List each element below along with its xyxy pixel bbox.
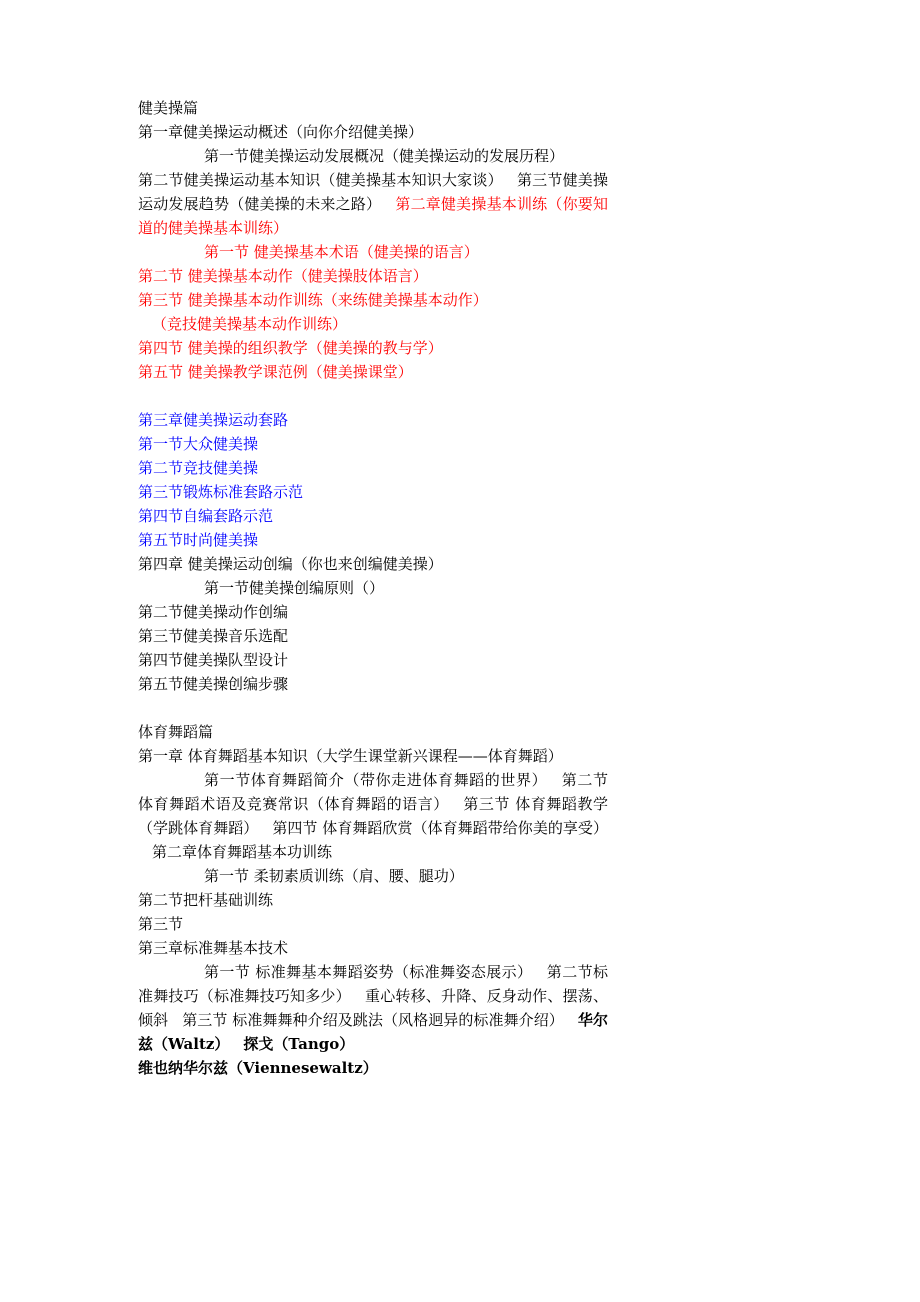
aerobics-ch2-heading: 第二章健美操基本训练（你要知道的健美操基本训练） <box>138 195 608 237</box>
dance-ch1-s3: 第三节 体育舞蹈教学（学跳体育舞蹈） <box>138 795 608 837</box>
dance-ch3-s2: 第二节标准舞技巧（标准舞技巧知多少） <box>138 963 608 1005</box>
aerobics-ch1-s3: 第三节健美操运动发展趋势（健美操的未来之路） <box>138 171 608 213</box>
aerobics-ch3-s5: 第五节时尚健美操 <box>138 531 259 549</box>
aerobics-ch4-s2: 第二节健美操动作创编 <box>138 603 289 621</box>
blank-line <box>138 696 608 720</box>
dance-ch3-s1: 第一节 标准舞基本舞蹈姿势（标准舞姿态展示） <box>204 963 533 981</box>
dance-ch1-paragraph <box>138 768 608 864</box>
aerobics-ch2-s1: 第一节 健美操基本术语（健美操的语言） <box>204 243 479 261</box>
aerobics-ch4-s4: 第四节健美操队型设计 <box>138 651 289 669</box>
aerobics-ch1-heading: 第一章健美操运动概述（向你介绍健美操） <box>138 123 424 141</box>
aerobics-ch4-s3: 第三节健美操音乐选配 <box>138 627 289 645</box>
dance-ch3-s2b: 重心转移、升降、反身动作、摆荡、倾斜 <box>138 987 608 1029</box>
aerobics-part-title: 健美操篇 <box>138 99 199 117</box>
dance-ch1-s4: 第四节 体育舞蹈欣赏（体育舞蹈带给你美的享受） <box>272 819 608 837</box>
aerobics-ch1-s1: 第一节健美操运动发展概况（健美操运动的发展历程） <box>204 147 565 165</box>
aerobics-ch1-ch2-paragraph <box>138 168 608 240</box>
dance-tango: 探戈（Tango） <box>243 1035 355 1053</box>
aerobics-ch2-s5: 第五节 健美操教学课范例（健美操课堂） <box>138 363 413 381</box>
dance-ch3-s3: 第三节 标准舞舞种介绍及跳法（风格迥异的标准舞介绍） <box>182 1011 564 1029</box>
document-page <box>138 96 608 1080</box>
dance-ch1-s2: 第二节 体育舞蹈术语及竞赛常识（体育舞蹈的语言） <box>138 771 608 813</box>
dance-part-title: 体育舞蹈篇 <box>138 723 214 741</box>
aerobics-ch3-heading: 第三章健美操运动套路 <box>138 411 289 429</box>
dance-ch1-s1: 第一节体育舞蹈简介（带你走进体育舞蹈的世界） <box>204 771 548 789</box>
aerobics-ch3-s1: 第一节大众健美操 <box>138 435 259 453</box>
aerobics-ch2-s3: 第三节 健美操基本动作训练（来练健美操基本动作） <box>138 291 488 309</box>
aerobics-ch2-s3b: （竞技健美操基本动作训练） <box>152 315 348 333</box>
dance-ch3-heading: 第三章标准舞基本技术 <box>138 939 289 957</box>
aerobics-ch2-s2: 第二节 健美操基本动作（健美操肢体语言） <box>138 267 428 285</box>
dance-ch2-s3: 第三节 <box>138 915 184 933</box>
aerobics-ch4-s5: 第五节健美操创编步骤 <box>138 675 289 693</box>
blank-line <box>138 384 608 408</box>
aerobics-ch3-s4: 第四节自编套路示范 <box>138 507 274 525</box>
aerobics-ch2-s4: 第四节 健美操的组织教学（健美操的教与学） <box>138 339 443 357</box>
dance-ch2-s2: 第二节把杆基础训练 <box>138 891 274 909</box>
dance-ch1-heading: 第一章 体育舞蹈基本知识（大学生课堂新兴课程——体育舞蹈） <box>138 747 563 765</box>
dance-viennese-waltz: 维也纳华尔兹（Viennesewaltz） <box>138 1059 378 1077</box>
aerobics-ch4-s1: 第一节健美操创编原则（） <box>204 579 385 597</box>
dance-waltz: 华尔兹（Waltz） <box>138 1011 608 1053</box>
aerobics-ch3-s2: 第二节竞技健美操 <box>138 459 259 477</box>
aerobics-ch1-s2: 第二节健美操运动基本知识（健美操基本知识大家谈） <box>138 171 503 189</box>
dance-ch3-paragraph <box>138 960 608 1056</box>
aerobics-ch4-heading: 第四章 健美操运动创编（你也来创编健美操） <box>138 555 443 573</box>
aerobics-ch3-s3: 第三节锻炼标准套路示范 <box>138 483 304 501</box>
dance-ch2-s1: 第一节 柔韧素质训练（肩、腰、腿功） <box>204 867 464 885</box>
dance-ch2-heading: 第二章体育舞蹈基本功训练 <box>152 843 333 861</box>
